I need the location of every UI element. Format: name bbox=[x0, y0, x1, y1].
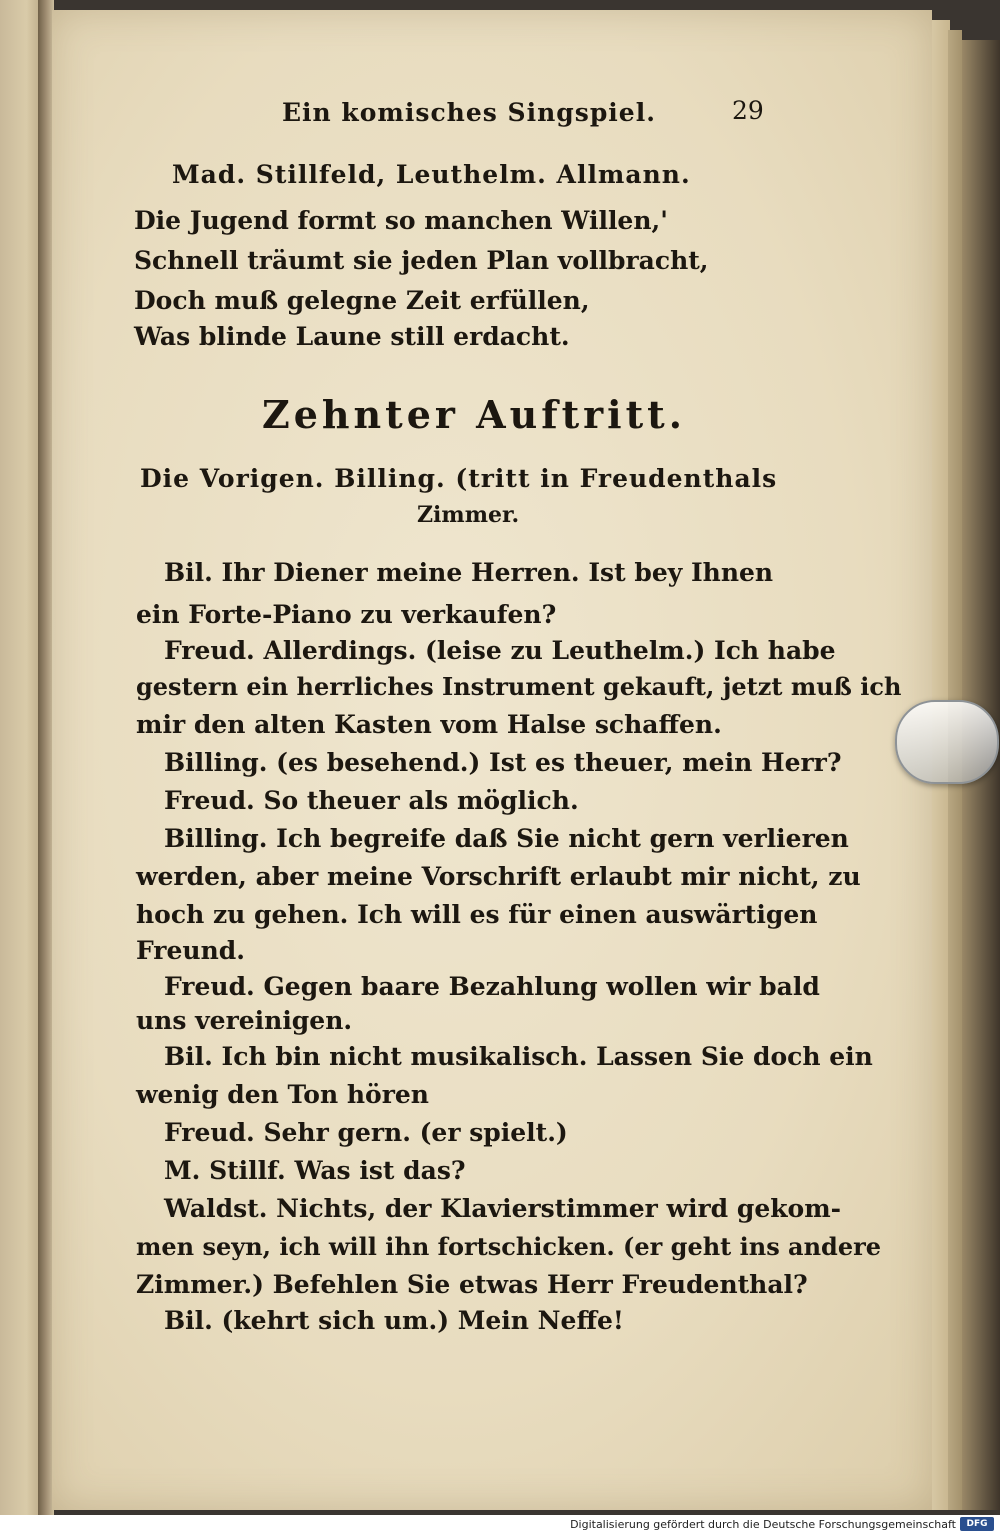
dialogue-line: Freud. Sehr gern. (er spielt.) bbox=[164, 1118, 568, 1147]
dialogue-line: Bil. Ich bin nicht musikalisch. Lassen Sie doch ein bbox=[164, 1042, 873, 1071]
page-number: 29 bbox=[732, 96, 764, 125]
stage-direction: Die Vorigen. Billing. (tritt in Freudenthals bbox=[140, 464, 778, 493]
running-head: Ein komisches Singspiel. bbox=[282, 98, 656, 127]
dialogue-line: men seyn, ich will ihn fortschicken. (er geht ins andere bbox=[136, 1232, 882, 1261]
dialogue-line: ein Forte-Piano zu verkaufen? bbox=[136, 600, 557, 629]
dialogue-line: gestern ein herrliches Instrument gekauft, jetzt muß ich bbox=[136, 672, 902, 701]
dialogue-line: uns vereinigen. bbox=[136, 1006, 353, 1035]
dialogue-line: hoch zu gehen. Ich will es für einen auswärtigen bbox=[136, 900, 818, 929]
stage-direction: Zimmer. bbox=[417, 502, 520, 528]
dialogue-line: Freud. Allerdings. (leise zu Leuthelm.) Ich habe bbox=[164, 636, 836, 665]
dialogue-line: werden, aber meine Vorschrift erlaubt mir nicht, zu bbox=[136, 862, 861, 891]
verse-speakers: Mad. Stillfeld, Leuthelm. Allmann. bbox=[172, 160, 691, 189]
verse-line: Doch muß gelegne Zeit erfüllen, bbox=[134, 286, 590, 315]
dialogue-line: M. Stillf. Was ist das? bbox=[164, 1156, 466, 1185]
dialogue-line: Bil. (kehrt sich um.) Mein Neffe! bbox=[164, 1306, 624, 1335]
verse-line: Schnell träumt sie jeden Plan vollbracht, bbox=[134, 246, 709, 275]
verse-line: Die Jugend formt so manchen Willen,' bbox=[134, 206, 668, 235]
page-text bbox=[52, 10, 932, 1510]
dialogue-line: mir den alten Kasten vom Halse schaffen. bbox=[136, 710, 722, 739]
verse-line: Was blinde Laune still erdacht. bbox=[134, 322, 570, 351]
dialogue-line: Freud. Gegen baare Bezahlung wollen wir bald bbox=[164, 972, 820, 1001]
dialogue-line: Freud. So theuer als möglich. bbox=[164, 786, 579, 815]
dialogue-line: Waldst. Nichts, der Klavierstimmer wird gekom- bbox=[164, 1194, 842, 1223]
digitization-footer bbox=[0, 1515, 1000, 1534]
funding-credit: Digitalisierung gefördert durch die Deutsche Forschungsgemeinschaft bbox=[570, 1518, 956, 1531]
dialogue-line: wenig den Ton hören bbox=[136, 1080, 429, 1109]
dialogue-line: Billing. (es besehend.) Ist es theuer, mein Herr? bbox=[164, 748, 842, 777]
scene-heading: Zehnter Auftritt. bbox=[262, 392, 686, 437]
dialogue-line: Zimmer.) Befehlen Sie etwas Herr Freudenthal? bbox=[136, 1270, 808, 1299]
dfg-logo: DFG bbox=[960, 1517, 994, 1531]
dialogue-line: Bil. Ihr Diener meine Herren. Ist bey Ihnen bbox=[164, 558, 774, 587]
dialogue-line: Freund. bbox=[136, 936, 245, 965]
dialogue-line: Billing. Ich begreife daß Sie nicht gern verlieren bbox=[164, 824, 849, 853]
